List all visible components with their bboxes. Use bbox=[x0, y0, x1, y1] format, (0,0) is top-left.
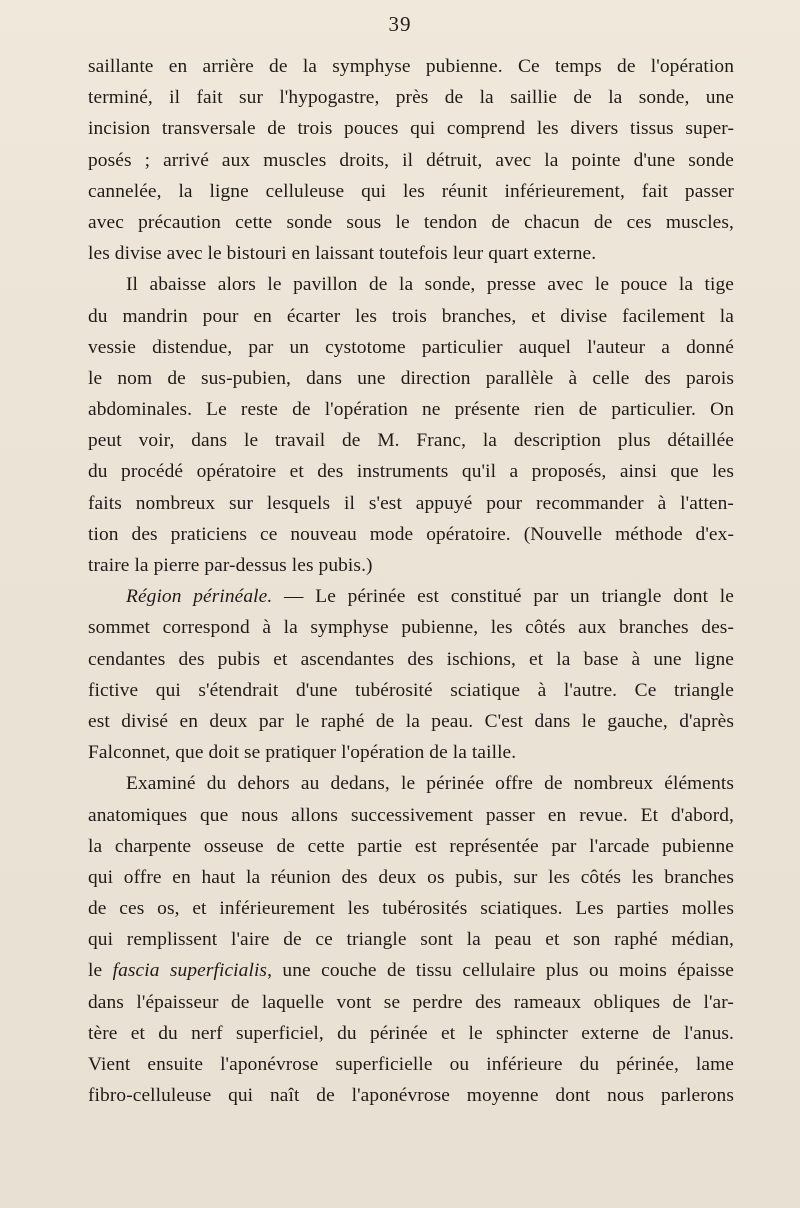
text-line: terminé, il fait sur l'hypogastre, près de la saillie de la sonde, une bbox=[88, 87, 734, 109]
text-line: Falconnet, que doit se pratiquer l'opération de la taille. bbox=[88, 742, 517, 764]
text-line: fibro-celluleuse qui naît de l'aponévrose moyenne dont nous parlerons bbox=[88, 1085, 734, 1107]
text-line: les divise avec le bistouri en laissant toutefois leur quart externe. bbox=[88, 243, 597, 265]
text-line: vessie distendue, par un cystotome particulier auquel l'auteur a donné bbox=[88, 336, 734, 358]
text-line: incision transversale de trois pouces qui comprend les divers tissus super- bbox=[88, 118, 734, 140]
text-line: du mandrin pour en écarter les trois branches, et divise facilement la bbox=[88, 305, 734, 327]
text-line: posés ; arrivé aux muscles droits, il détruit, avec la pointe d'une sonde bbox=[88, 149, 734, 171]
text-line: Examiné du dehors au dedans, le périnée offre de nombreux éléments bbox=[126, 773, 734, 795]
text-line: fictive qui s'étendrait d'une tubérosité sciatique à l'autre. Ce triangle bbox=[88, 679, 734, 701]
text-line: Il abaisse alors le pavillon de la sonde, presse avec le pouce la tige bbox=[126, 274, 734, 296]
text-line: la charpente osseuse de cette partie est représentée par l'arcade pubienne bbox=[88, 835, 734, 857]
text-run: — Le périnée est constitué par un triangle dont le bbox=[272, 586, 734, 608]
text-line bbox=[88, 581, 734, 612]
page-number: 39 bbox=[388, 12, 412, 36]
text-line: saillante en arrière de la symphyse pubienne. Ce temps de l'opération bbox=[88, 56, 734, 77]
text-line: le nom de sus-pubien, dans une direction parallèle à celle des parois bbox=[88, 367, 734, 389]
text-line: tère et du nerf superficiel, du périnée et le sphincter externe de l'anus. bbox=[88, 1022, 734, 1044]
text-line bbox=[88, 955, 734, 986]
text-line: faits nombreux sur lesquels il s'est appuyé pour recommander à l'atten- bbox=[88, 492, 734, 514]
text-line: sommet correspond à la symphyse pubienne, les côtés aux branches des- bbox=[88, 617, 734, 639]
latin-term: fascia superficialis bbox=[112, 960, 268, 982]
section-heading: Région périnéale. bbox=[126, 586, 273, 608]
text-line: avec précaution cette sonde sous le tendon de chacun de ces muscles, bbox=[88, 211, 734, 233]
text-line: du procédé opératoire et des instruments qu'il a proposés, ainsi que les bbox=[88, 461, 734, 483]
text-line: anatomiques que nous allons successivement passer en revue. Et d'abord, bbox=[88, 804, 734, 826]
text-line: Vient ensuite l'aponévrose superficielle ou inférieure du périnée, lame bbox=[88, 1054, 734, 1075]
text-run: , une couche de tissu cellulaire plus ou moins épaisse bbox=[267, 960, 734, 982]
text-line: traire la pierre par-dessus les pubis.) bbox=[88, 555, 373, 576]
text-line: tion des praticiens ce nouveau mode opératoire. (Nouvelle méthode d'ex- bbox=[88, 523, 734, 545]
text-line: cannelée, la ligne celluleuse qui les réunit inférieurement, fait passer bbox=[88, 180, 734, 202]
body-text bbox=[88, 51, 734, 1111]
text-line: abdominales. Le reste de l'opération ne présente rien de particulier. On bbox=[88, 399, 734, 421]
text-line: est divisé en deux par le raphé de la peau. C'est dans le gauche, d'après bbox=[88, 710, 734, 732]
text-line: qui offre en haut la réunion des deux os pubis, sur les côtés les branches bbox=[88, 866, 734, 888]
text-line: de ces os, et inférieurement les tubérosités sciatiques. Les parties molles bbox=[88, 898, 734, 920]
text-line: dans l'épaisseur de laquelle vont se perdre des rameaux obliques de l'ar- bbox=[88, 991, 734, 1013]
text-run: le bbox=[88, 960, 113, 982]
text-line: qui remplissent l'aire de ce triangle sont la peau et son raphé médian, bbox=[88, 929, 734, 951]
text-line: peut voir, dans le travail de M. Franc, la description plus détaillée bbox=[88, 430, 734, 452]
text-line: cendantes des pubis et ascendantes des ischions, et la base à une ligne bbox=[88, 648, 734, 670]
